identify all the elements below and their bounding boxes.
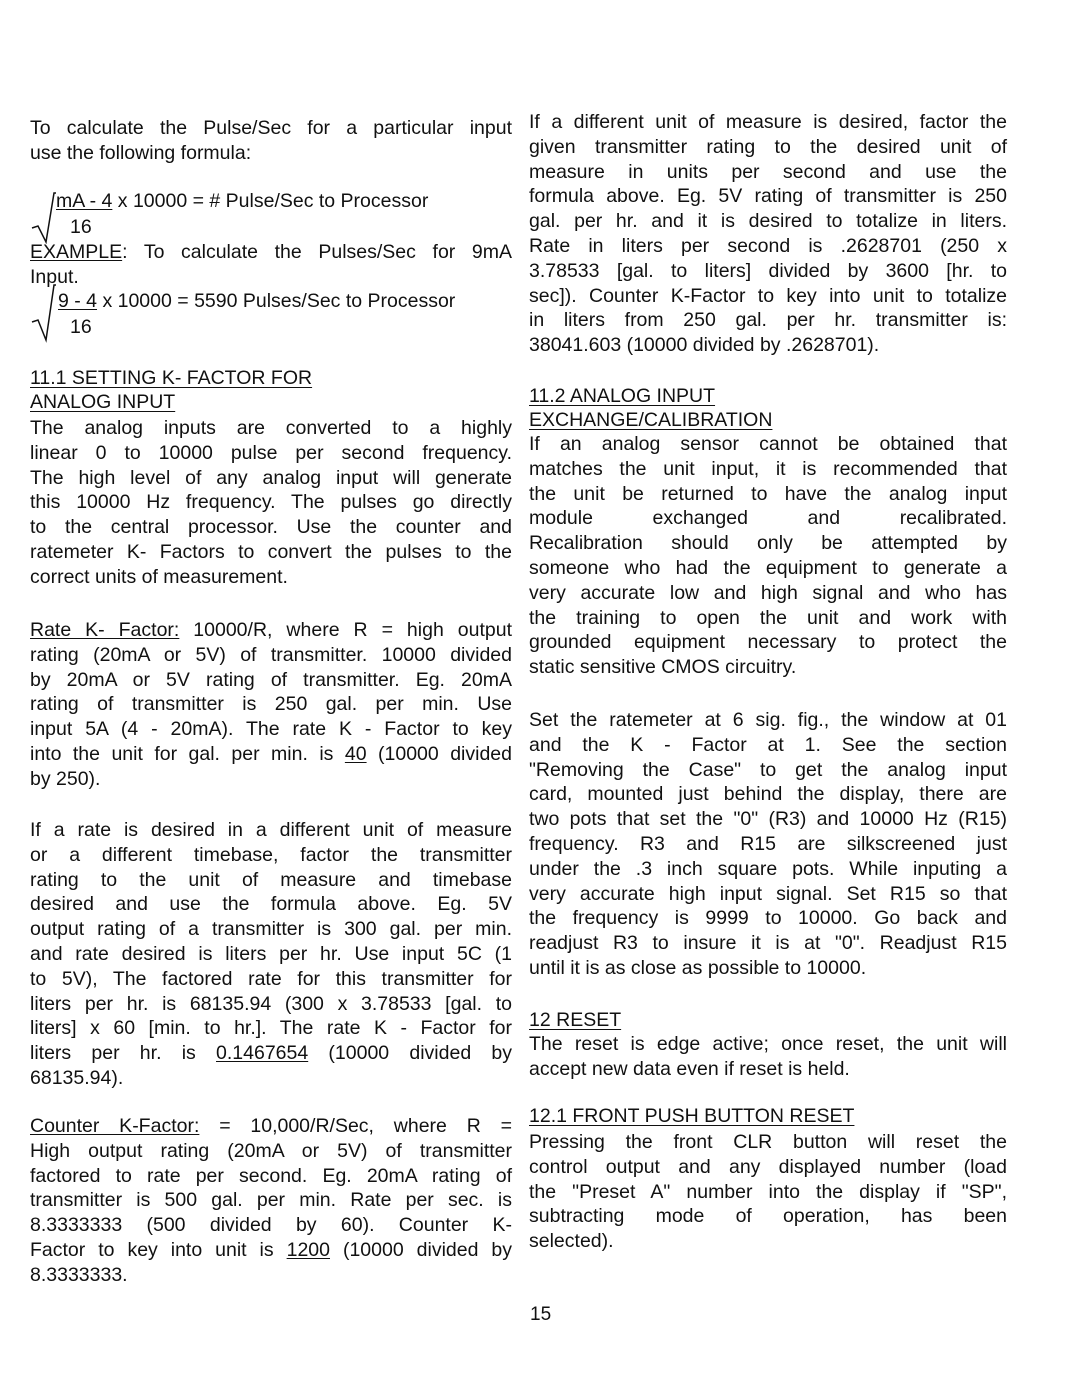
text-line: If a different unit of measure is desired, factor the xyxy=(529,111,1007,133)
text-line: output rating of a transmitter is 300 gal. per min. xyxy=(30,918,512,941)
text-segment: into the unit for gal. per min. is xyxy=(30,742,345,765)
text-line: this 10000 Hz frequency. The pulses go directly xyxy=(30,491,512,514)
exchange-paragraph xyxy=(529,432,1007,680)
heading-12: 12 RESET xyxy=(529,1009,622,1031)
unit-measure-paragraph xyxy=(529,110,1007,358)
text-line: factored to rate per second. Eg. 20mA rating of xyxy=(30,1164,512,1187)
text-segment: = 10,000/R/Sec, where R = xyxy=(199,1115,512,1137)
underlined-text: EXAMPLE xyxy=(30,241,123,263)
reset-paragraph xyxy=(529,1032,1007,1082)
text-line xyxy=(30,240,512,265)
text-line: The high level of any analog input will generate xyxy=(30,466,512,489)
text-line: by 250). xyxy=(30,767,101,790)
text-line: given transmitter rating to the desired unit of xyxy=(529,135,1007,158)
page-number: 15 xyxy=(530,1304,552,1325)
text-segment: : To calculate the Pulses/Sec for 9mA xyxy=(122,241,512,263)
text-segment: (10000 divided xyxy=(366,742,512,765)
text-line: Rate in liters per second is .2628701 (250 x xyxy=(529,234,1007,257)
formula-denominator: 16 xyxy=(70,316,92,338)
text-segment: liters per hr. is xyxy=(30,1042,217,1065)
formula-rest: x 10000 = # Pulse/Sec to Processor xyxy=(117,190,429,212)
text-line: correct units of measurement. xyxy=(30,565,288,588)
rate-k-factor-paragraph xyxy=(30,618,512,792)
text-line: and the K - Factor at 1. See the section xyxy=(529,733,1007,756)
front-reset-paragraph xyxy=(529,1130,1007,1254)
intro-paragraph xyxy=(30,116,512,166)
text-line: control output and any displayed number (load xyxy=(529,1155,1007,1178)
text-line: rating (20mA or 5V) of transmitter. 10000 divided xyxy=(30,643,512,666)
text-line: gal. per hr. and it is desired to totalize in liters. xyxy=(529,210,1007,233)
text-line: matches the unit input, it is recommended that xyxy=(529,457,1007,480)
text-line: liters] x 60 [min. to hr.]. The rate K - Factor for xyxy=(30,1017,512,1040)
text-line: very accurate high input signal. Set R15 so that xyxy=(529,882,1007,905)
text-line: very accurate low and high signal and who has xyxy=(529,581,1007,604)
analog-paragraph xyxy=(30,416,512,590)
heading-11-1-line1: 11.1 SETTING K- FACTOR FOR xyxy=(30,367,313,389)
text-line: desired and use the formula above. Eg. 5V xyxy=(30,893,512,916)
text-line: to the central processor. Use the counter and xyxy=(30,516,512,539)
text-line: the "Preset A" number into the display if "SP", xyxy=(529,1180,1007,1203)
heading-12-1: 12.1 FRONT PUSH BUTTON RESET xyxy=(529,1105,855,1127)
text-line xyxy=(30,1114,512,1139)
text-line: the frequency is 9999 to 10000. Go back and xyxy=(529,907,1007,930)
text-line: in liters from 250 gal. per hr. transmitter is: xyxy=(529,309,1007,332)
text-line xyxy=(30,618,512,643)
text-line: The analog inputs are converted to a highly xyxy=(30,417,512,439)
square-root-icon xyxy=(30,284,56,344)
text-segment: 10000/R, where R = high output xyxy=(179,619,512,641)
formula-numerator: mA - 4 xyxy=(56,190,113,212)
text-line: 8.3333333 (500 divided by 60). Counter K- xyxy=(30,1214,512,1237)
text-line: two pots that set the "0" (R3) and 10000 Hz (R15) xyxy=(529,808,1007,831)
underlined-text: 40 xyxy=(344,742,367,765)
formula-denominator: 16 xyxy=(70,216,92,238)
text-line: or a different timebase, factor the transmitter xyxy=(30,843,512,866)
text-segment: (10000 divided by xyxy=(330,1238,512,1261)
formula-rest: x 10000 = 5590 Pulses/Sec to Processor xyxy=(102,290,456,312)
example-paragraph xyxy=(30,240,512,290)
text-line: linear 0 to 10000 pulse per second frequency. xyxy=(30,441,512,464)
text-line: by 20mA or 5V rating of transmitter. Eg. 20mA xyxy=(30,668,512,691)
text-line: subtracting mode of operation, has been xyxy=(529,1205,1007,1228)
text-line: The reset is edge active; once reset, the unit will xyxy=(529,1033,1007,1055)
text-line: transmitter is 500 gal. per min. Rate per sec. is xyxy=(30,1189,512,1212)
text-line: rating to the unit of measure and timebase xyxy=(30,868,512,891)
text-line: sec]). Counter K-Factor to key into unit to totalize xyxy=(529,284,1007,307)
text-line xyxy=(30,742,512,767)
text-line: card, mounted just behind the display, there are xyxy=(529,783,1007,806)
text-line: rating of transmitter is 250 gal. per min. Use xyxy=(30,693,512,716)
text-line: High output rating (20mA or 5V) of transmitter xyxy=(30,1139,512,1162)
text-line: measure in units per second and use the xyxy=(529,160,1007,183)
text-line: selected). xyxy=(529,1230,614,1253)
square-root-icon xyxy=(30,192,56,244)
text-line: use the following formula: xyxy=(30,141,252,164)
text-line: Recalibration should only be attempted by xyxy=(529,532,1007,555)
text-line: 38041.603 (10000 divided by .2628701). xyxy=(529,334,880,357)
heading-11-1-line2: ANALOG INPUT xyxy=(30,391,176,413)
text-line: "Removing the Case" to get the analog input xyxy=(529,758,1007,781)
text-line xyxy=(30,1238,512,1263)
text-line: readjust R3 to insure it is at "0". Readjust R15 xyxy=(529,932,1007,955)
text-line: and rate desired is liters per hr. Use input 5C (1 xyxy=(30,942,512,965)
underlined-text: Counter K-Factor: xyxy=(30,1115,200,1137)
text-line: module exchanged and recalibrated. xyxy=(529,507,1007,530)
text-line: liters per hr. is 68135.94 (300 x 3.78533 [gal. to xyxy=(30,992,512,1015)
text-line: the unit be returned to have the analog input xyxy=(529,482,1007,505)
text-line: under the .3 inch square pots. While inputing a xyxy=(529,857,1007,880)
text-line: until it is as close as possible to 10000. xyxy=(529,956,867,979)
text-segment: Factor to key into unit is xyxy=(30,1238,287,1261)
text-line: accept new data even if reset is held. xyxy=(529,1057,850,1080)
text-segment: (10000 divided by xyxy=(308,1042,512,1065)
text-line: to 5V), The factored rate for this transmitter for xyxy=(30,967,512,990)
text-line: 68135.94). xyxy=(30,1066,124,1089)
formula-numerator: 9 - 4 xyxy=(58,290,98,312)
text-line: Pressing the front CLR button will reset the xyxy=(529,1131,1007,1153)
text-line: grounded equipment necessary to protect the xyxy=(529,631,1007,654)
text-line: Set the ratemeter at 6 sig. fig., the window at 01 xyxy=(529,709,1007,731)
counter-k-factor-paragraph xyxy=(30,1114,512,1288)
text-line: Input. xyxy=(30,265,79,288)
underlined-text: Rate K- Factor: xyxy=(30,619,180,641)
different-unit-paragraph xyxy=(30,818,512,1091)
text-line: static sensitive CMOS circuitry. xyxy=(529,656,797,679)
heading-11-2-line2: EXCHANGE/CALIBRATION xyxy=(529,409,773,431)
calibration-paragraph xyxy=(529,708,1007,981)
text-line: formula above. Eg. 5V rating of transmitter is 250 xyxy=(529,185,1007,208)
underlined-text: 1200 xyxy=(286,1238,330,1261)
text-line: If an analog sensor cannot be obtained that xyxy=(529,433,1007,455)
text-line: the training to open the unit and work with xyxy=(529,606,1007,629)
heading-11-2-line1: 11.2 ANALOG INPUT xyxy=(529,385,716,407)
text-line: someone who had the equipment to generate a xyxy=(529,556,1007,579)
text-line xyxy=(30,1041,512,1066)
text-line: 3.78533 [gal. to liters] divided by 3600 [hr. to xyxy=(529,259,1007,282)
text-line: If a rate is desired in a different unit of measure xyxy=(30,819,512,841)
text-line: To calculate the Pulse/Sec for a particular input xyxy=(30,117,512,139)
text-line: input 5A (4 - 20mA). The rate K - Factor to key xyxy=(30,718,512,741)
text-line: ratemeter K- Factors to convert the pulses to the xyxy=(30,540,512,563)
text-line: frequency. R3 and R15 are silkscreened just xyxy=(529,832,1007,855)
underlined-text: 0.1467654 xyxy=(216,1042,309,1065)
text-line: 8.3333333. xyxy=(30,1263,128,1286)
